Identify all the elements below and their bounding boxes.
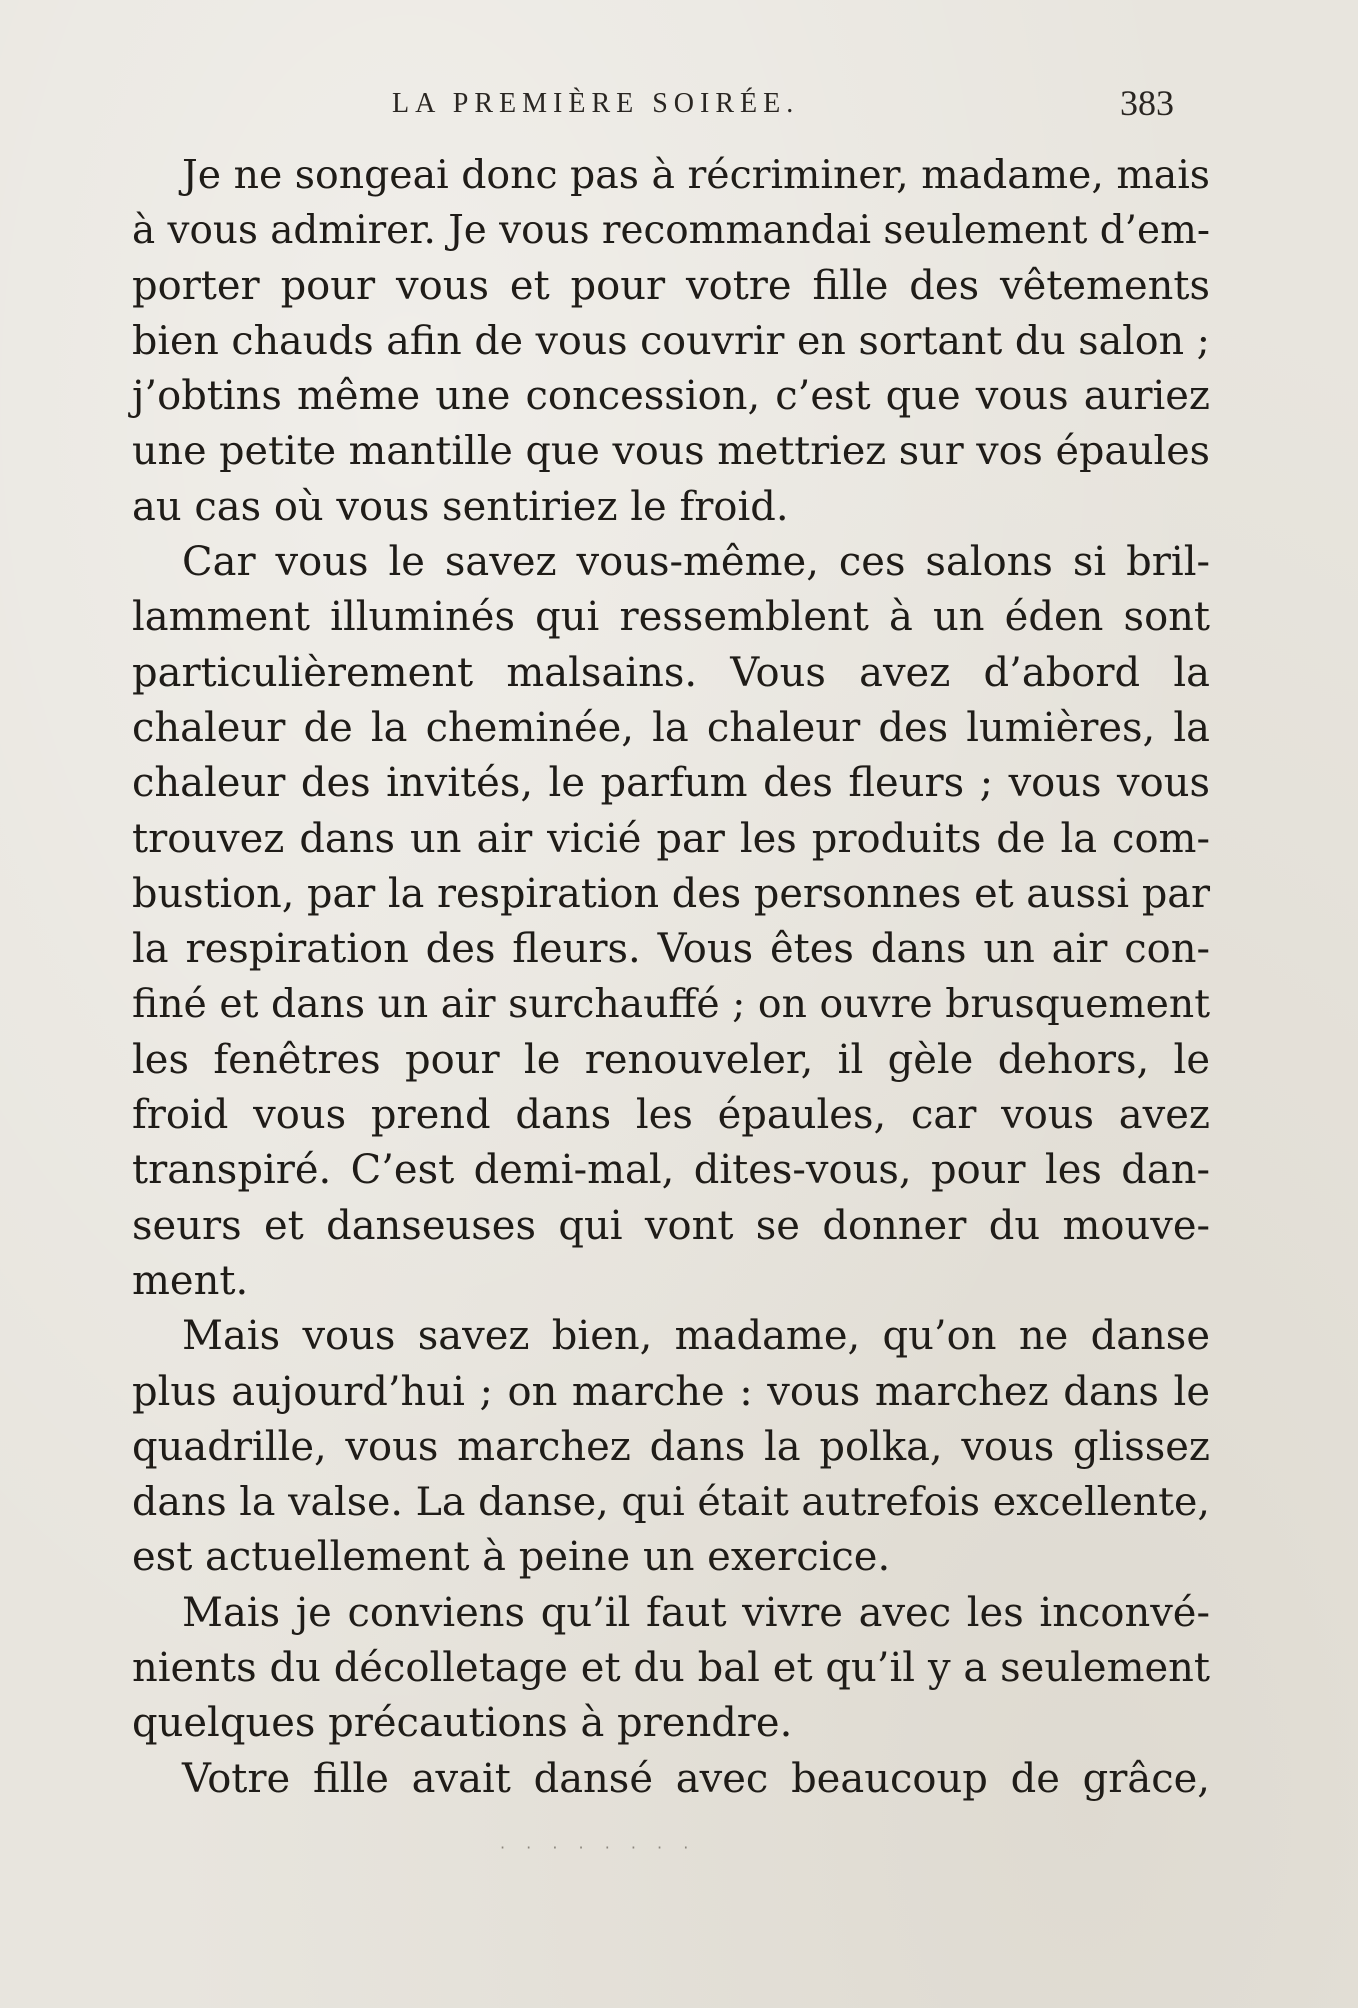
text-line: à vous admirer. Je vous recommandai seulement d’em-: [132, 208, 1211, 254]
text-line: est actuellement à peine un exercice.: [132, 1534, 891, 1581]
text-line: quelques précautions à prendre.: [132, 1700, 793, 1747]
body-text: [132, 148, 1210, 1807]
text-line: Car vous le savez vous-même, ces salons si bril-: [182, 539, 1210, 586]
text-line: chaleur des invités, le parfum des fleurs ; vous vous: [132, 760, 1210, 807]
running-title: LA PREMIÈRE SOIRÉE.: [392, 88, 800, 119]
text-line: une petite mantille que vous mettriez sur vos épaules: [132, 428, 1211, 475]
text-line: froid vous prend dans les épaules, car vous avez: [132, 1092, 1210, 1139]
text-line: transpiré. C’est demi-mal, dites-vous, pour les dan-: [132, 1147, 1210, 1194]
text-line: quadrille, vous marchez dans la polka, vous glissez: [132, 1423, 1210, 1470]
text-line: Mais je conviens qu’il faut vivre avec les inconvé-: [182, 1589, 1210, 1636]
text-line: nients du décolletage et du bal et qu’il y a seulement: [132, 1645, 1210, 1692]
text-line: les fenêtres pour le renouveler, il gèle dehors, le: [132, 1036, 1210, 1083]
text-line: trouvez dans un air vicié par les produits de la com-: [132, 815, 1210, 862]
text-line: bustion, par la respiration des personnes et aussi par: [132, 870, 1210, 917]
text-line: Mais vous savez bien, madame, qu’on ne danse: [182, 1313, 1210, 1360]
text-line: seurs et danseuses qui vont se donner du mouve-: [132, 1202, 1210, 1249]
text-line: la respiration des fleurs. Vous êtes dans un air con-: [132, 926, 1210, 973]
text-line: porter pour vous et pour votre fille des vêtements: [132, 262, 1210, 309]
footer-ornament: · · · · · · · ·: [500, 1838, 697, 1857]
text-line: ment.: [132, 1257, 249, 1304]
text-line: lamment illuminés qui ressemblent à un éden sont: [132, 594, 1210, 641]
text-line: finé et dans un air surchauffé ; on ouvre brusquement: [132, 982, 1210, 1028]
page-number: 383: [1120, 83, 1174, 123]
text-line: j’obtins même une concession, c’est que vous auriez: [132, 373, 1210, 420]
text-line: chaleur de la cheminée, la chaleur des lumières, la: [132, 704, 1210, 751]
text-line: bien chauds afin de vous couvrir en sortant du salon ;: [132, 317, 1210, 364]
text-line: Je ne songeai donc pas à récriminer, madame, mais: [182, 152, 1210, 198]
text-line: plus aujourd’hui ; on marche : vous marchez dans le: [132, 1368, 1210, 1415]
text-line: dans la valse. La danse, qui était autrefois excellente,: [132, 1479, 1210, 1526]
text-line: Votre fille avait dansé avec beaucoup de grâce,: [182, 1755, 1210, 1802]
text-line: particulièrement malsains. Vous avez d’abord la: [132, 649, 1210, 696]
text-line: au cas où vous sentiriez le froid.: [132, 483, 789, 530]
